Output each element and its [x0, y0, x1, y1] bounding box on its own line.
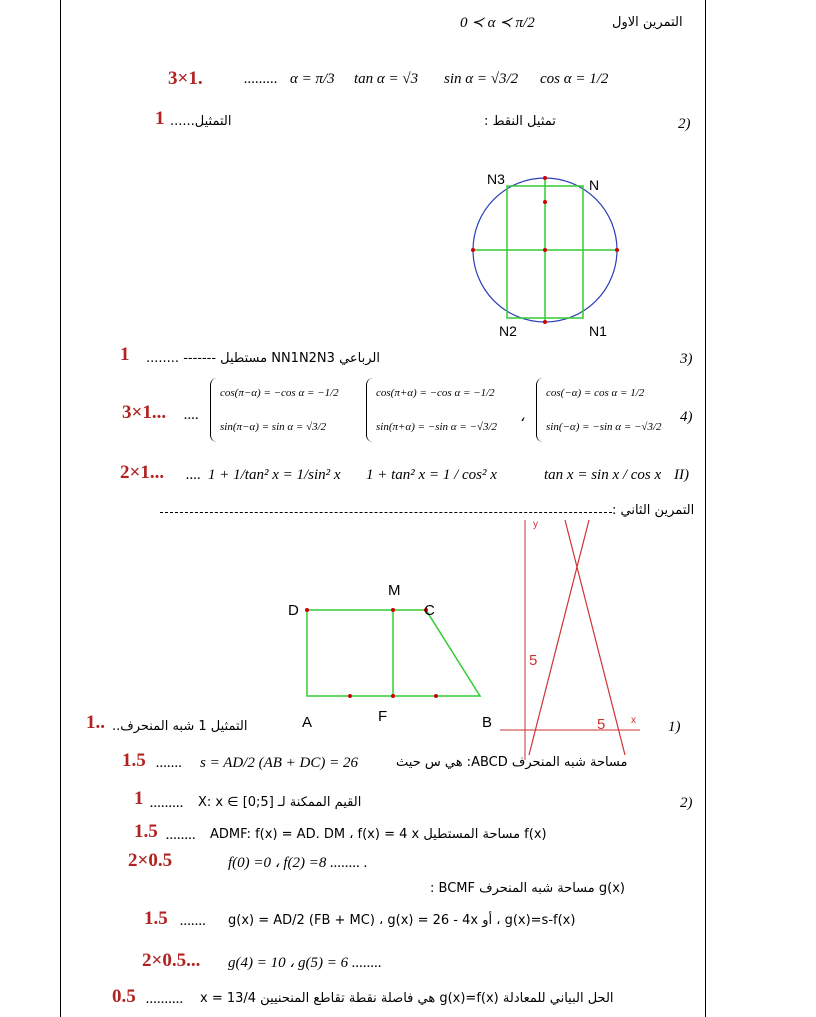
ex2-q2-text: القيم الممكنة لـ X: x ∈ [0;5]: [198, 795, 362, 810]
score-last: 0.5: [112, 986, 136, 1007]
exercise1-title: التمرين الاول: [612, 15, 683, 30]
sin-value: sin α = √3/2: [444, 71, 519, 87]
label-n3: N3: [487, 171, 505, 187]
point: [471, 248, 475, 252]
score-ex2-q2: 1: [134, 788, 144, 809]
point: [543, 176, 547, 180]
q4-number: 4): [680, 409, 693, 425]
tan-value: tan α = √3: [354, 71, 419, 87]
point-d: [305, 608, 309, 612]
point-f: [391, 694, 395, 698]
q3-number: 3): [680, 351, 693, 367]
point-m: [391, 608, 395, 612]
identity1: tan x = sin x / cos x: [544, 467, 662, 483]
dots-part2: ....: [186, 467, 201, 483]
f-text: f(x) مساحة المستطيل ADMF: f(x) = AD. DM ، f(x) = 4 x: [210, 827, 547, 842]
system1-sin: sin(−α) = −sin α = −√3/2: [546, 421, 662, 433]
left-margin-line: [60, 0, 61, 1017]
label-d: D: [288, 602, 299, 619]
line-f: [529, 520, 589, 755]
system3-cos: cos(π−α) = −cos α = −1/2: [220, 387, 339, 399]
system3-sin: sin(π−α) = sin α = √3/2: [220, 421, 327, 433]
point: [543, 248, 547, 252]
system1-cos: cos(−α) = cos α = 1/2: [546, 387, 645, 399]
repr-label: التمثيل......: [170, 114, 232, 129]
dots-g: .......: [180, 913, 207, 929]
point: [348, 694, 352, 698]
label-a: A: [302, 714, 313, 731]
label-n2: N2: [499, 323, 517, 339]
brace-system1: [536, 378, 543, 442]
score-fvals: 2×0.5: [128, 850, 173, 871]
system2-sin: sin(π+α) = −sin α = −√3/2: [376, 421, 498, 433]
g-text: g(x)=s-f(x) ، أو g(x) = AD/2 (FB + MC) ، g(x) = 26 - 4x: [228, 913, 576, 928]
q2-label: تمثيل النقط :: [484, 114, 556, 129]
score-q3: 1: [120, 344, 130, 365]
label-b: B: [482, 714, 493, 731]
dots-f: ........: [166, 827, 196, 843]
interval-condition: 0 ≺ α ≺ π/2: [460, 15, 535, 31]
label-n1: N1: [589, 323, 607, 339]
dots-line1: .........: [244, 71, 278, 87]
point: [615, 248, 619, 252]
score-gvals: 2×0.5...: [142, 950, 201, 971]
unit-circle-figure: [465, 170, 625, 339]
y-label: y: [533, 519, 538, 530]
dots-ex2-q2: .........: [150, 795, 184, 811]
cos-value: cos α = 1/2: [540, 71, 609, 87]
score-area: 1.5: [122, 750, 146, 771]
score-f: 1.5: [134, 821, 158, 842]
q2-number: 2): [678, 116, 691, 132]
score-q4: 3×1...: [122, 402, 167, 423]
brace-system2: [366, 378, 373, 442]
y-tick-5: 5: [529, 652, 538, 669]
x-tick-5: 5: [597, 716, 606, 733]
dashed-separator: [160, 512, 612, 513]
point: [543, 200, 547, 204]
score-ex2-q1: 1..: [86, 712, 105, 733]
label-m: M: [388, 582, 401, 599]
ex2-q1-text: التمثيل 1 شبه المنحرف..: [112, 719, 248, 734]
graph-f-g: [495, 515, 645, 770]
system2-cos: cos(π+α) = −cos α = −1/2: [376, 387, 495, 399]
last-text: الحل البياني للمعادلة g(x)=f(x) هي فاصلة نقطة تقاطع المنحنيين x = 13/4: [200, 991, 614, 1006]
g-title: g(x) مساحة شبه المنحرف BCMF :: [430, 881, 625, 896]
separator: ،: [520, 409, 525, 425]
point: [434, 694, 438, 698]
label-c: C: [424, 602, 435, 619]
ex2-q1-number: 1): [668, 719, 681, 735]
x-label: x: [631, 715, 636, 726]
line-g: [565, 520, 625, 755]
exercise2-title: التمرين الثاني :: [612, 503, 695, 518]
trapezoid-figure: [280, 575, 510, 735]
q3-text: الرباعي NN1N2N3 مستطيل ------- ........: [146, 351, 380, 366]
point: [543, 320, 547, 324]
area-formula: s = AD/2 (AB + DC) = 26: [200, 755, 358, 771]
label-n: N: [589, 177, 600, 193]
ex2-q2-number: 2): [680, 795, 693, 811]
alpha-value: α = π/3: [290, 71, 335, 87]
score-line1: 3×1.: [168, 68, 203, 89]
part2-number: II): [674, 467, 689, 483]
g-values: g(4) = 10 ، g(5) = 6 ........: [228, 955, 382, 971]
score-q2: 1: [155, 108, 165, 129]
identity3: 1 + 1/tan² x = 1/sin² x: [208, 467, 341, 483]
label-f: F: [378, 708, 388, 725]
identity2: 1 + tan² x = 1 / cos² x: [366, 467, 497, 483]
right-margin-line: [705, 0, 706, 1017]
dots-area: .......: [156, 755, 183, 771]
dots-last: ..........: [146, 991, 184, 1007]
dots-q4: ....: [184, 407, 199, 423]
score-g: 1.5: [144, 908, 168, 929]
score-part2: 2×1...: [120, 462, 165, 483]
area-text: مساحة شبه المنحرف ABCD: هي س حيث: [396, 755, 628, 770]
brace-system3: [210, 378, 217, 442]
f-values: f(0) =0 ، f(2) =8 ........ .: [228, 855, 368, 871]
